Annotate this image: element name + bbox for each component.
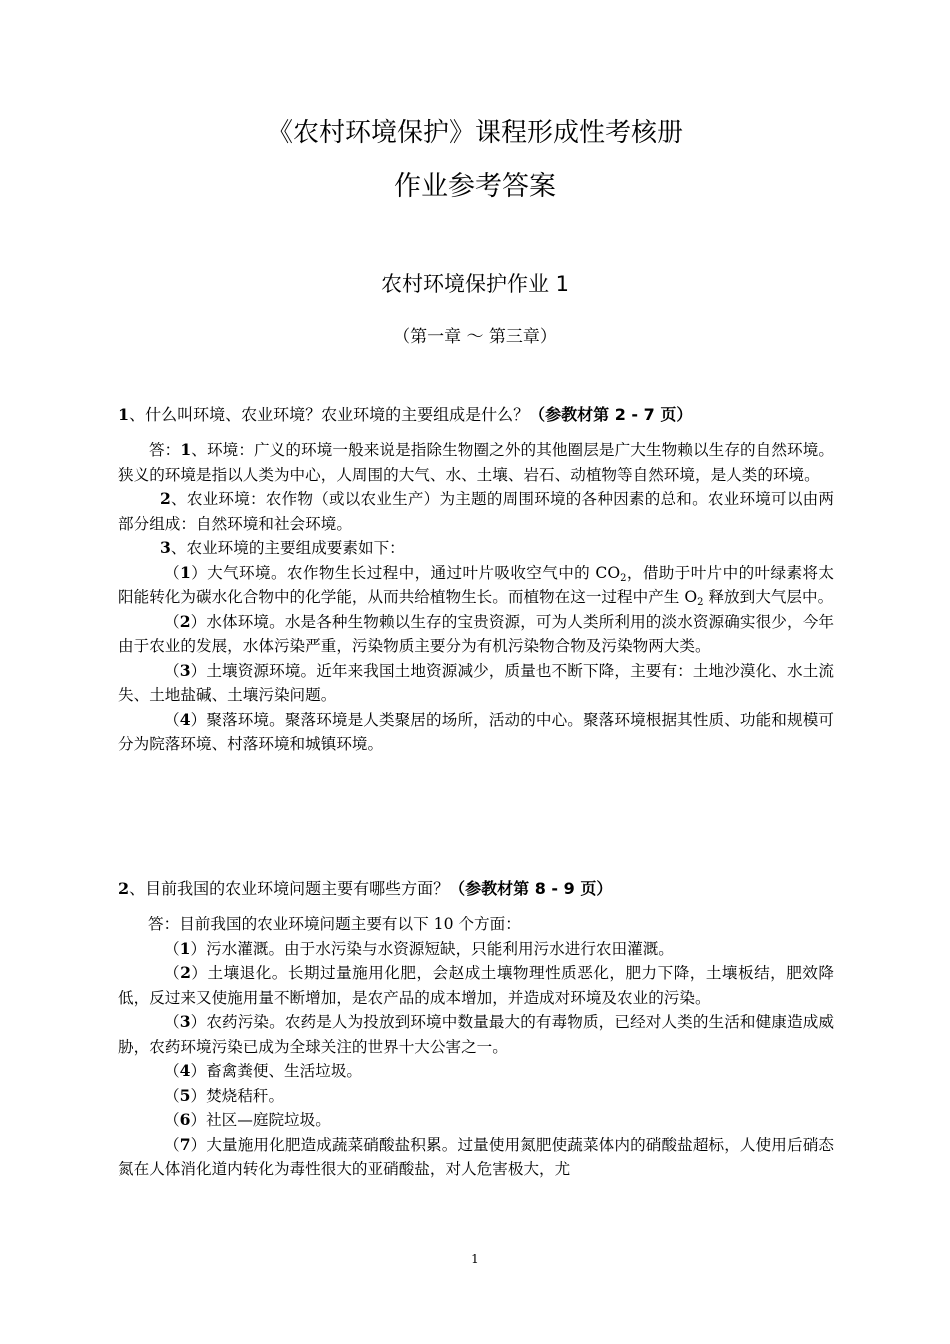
answer-paragraph: 答：1、环境：广义的环境一般来说是指除生物圈之外的其他圈层是广大生物赖以生存的自然环境。狭义的环境是指以人类为中心，人周围的大气、水、土壤、岩石、动植物等自然环境，是人类的环境。 [118, 440, 834, 484]
chapter-range: （第一章 ～ 第三章） [393, 327, 557, 347]
answer-item: （6）社区—庭院垃圾。 [164, 1110, 331, 1129]
answer-item: （4）聚落环境。聚落环境是人类聚居的场所，活动的中心。聚落环境根据其性质、功能和规模可分为院落环境、村落环境和城镇环境。 [118, 709, 834, 753]
answer-item: （1）大气环境。农作物生长过程中，通过叶片吸收空气中的 $CO_2$，借助于叶片中的叶绿素将太阳能转化为碳水化合物中的化学能，从而共给植物生长。而植物在这一过程中产生 $O_2$ 释放到大气层中。 [118, 562, 834, 608]
answer-item: （2）土壤退化。长期过量施用化肥，会赵成土壤物理性质恶化，肥力下降，土壤板结，肥效降低，反过来又使施用量不断增加，是农产品的成本增加，并造成对环境及农业的污染。 [118, 963, 834, 1007]
answer-item: （3）土壤资源环境。近年来我国土地资源减少，质量也不断下降，主要有：土地沙漠化、水土流失、土地盐碱、土壤污染问题。 [118, 660, 834, 704]
question-2 [118, 876, 858, 899]
answer-intro: 答：目前我国的农业环境问题主要有以下 10 个方面： [148, 915, 521, 933]
answer-paragraph: 3、农业环境的主要组成要素如下： [160, 538, 405, 557]
answer-item: （2）水体环境。水是各种生物赖以生存的宝贵资源，可为人类所利用的淡水资源确实很少，今年由于农业的发展，水体污染严重，污染物质主要分为有机污染物合物及污染物两大类。 [118, 611, 834, 655]
answer-item-list [118, 937, 834, 1182]
document-subtitle: 作业参考答案 [394, 171, 556, 202]
question-number: 2 [118, 879, 130, 898]
section-title: 农村环境保护作业 1 [380, 272, 570, 296]
answer-1 [118, 438, 834, 757]
answer-item: （5）焚烧秸秆。 [164, 1085, 285, 1105]
answer-item: （3）农药污染。农药是人为投放到环境中数量最大的有毒物质，已经对人类的生活和健康造成威胁，农药环境污染已成为全球关注的世界十大公害之一。 [118, 1012, 834, 1056]
textbook-reference: （参教材第 2 - 7 页） [529, 405, 693, 424]
question-number: 1 [118, 405, 130, 424]
answer-item: （1）污水灌溉。由于水污染与水资源短缺，只能利用污水进行农田灌溉。 [164, 938, 674, 958]
page-number: 1 [471, 1252, 479, 1266]
answer-2 [118, 912, 834, 1182]
answer-paragraph: 2、农业环境：农作物（或以农业生产）为主题的周围环境的各种因素的总和。农业环境可以由两部分组成：自然环境和社会环境。 [118, 489, 834, 533]
question-1 [118, 402, 858, 425]
textbook-reference: （参教材第 8 - 9 页） [449, 879, 613, 898]
question-text: 、目前我国的农业环境问题主要有哪些方面？ [129, 879, 450, 898]
document-title: 《农村环境保护》课程形成性考核册 [266, 118, 683, 148]
answer-item: （7）大量施用化肥造成蔬菜硝酸盐积累。过量使用氮肥使蔬菜体内的硝酸盐超标，人使用后硝态氮在人体消化道内转化为毒性很大的亚硝酸盐，对人危害极大，尤 [118, 1134, 834, 1178]
answer-item: （4）畜禽粪便、生活垃圾。 [164, 1061, 363, 1080]
question-text: 、什么叫环境、农业环境？农业环境的主要组成是什么？ [129, 405, 530, 424]
